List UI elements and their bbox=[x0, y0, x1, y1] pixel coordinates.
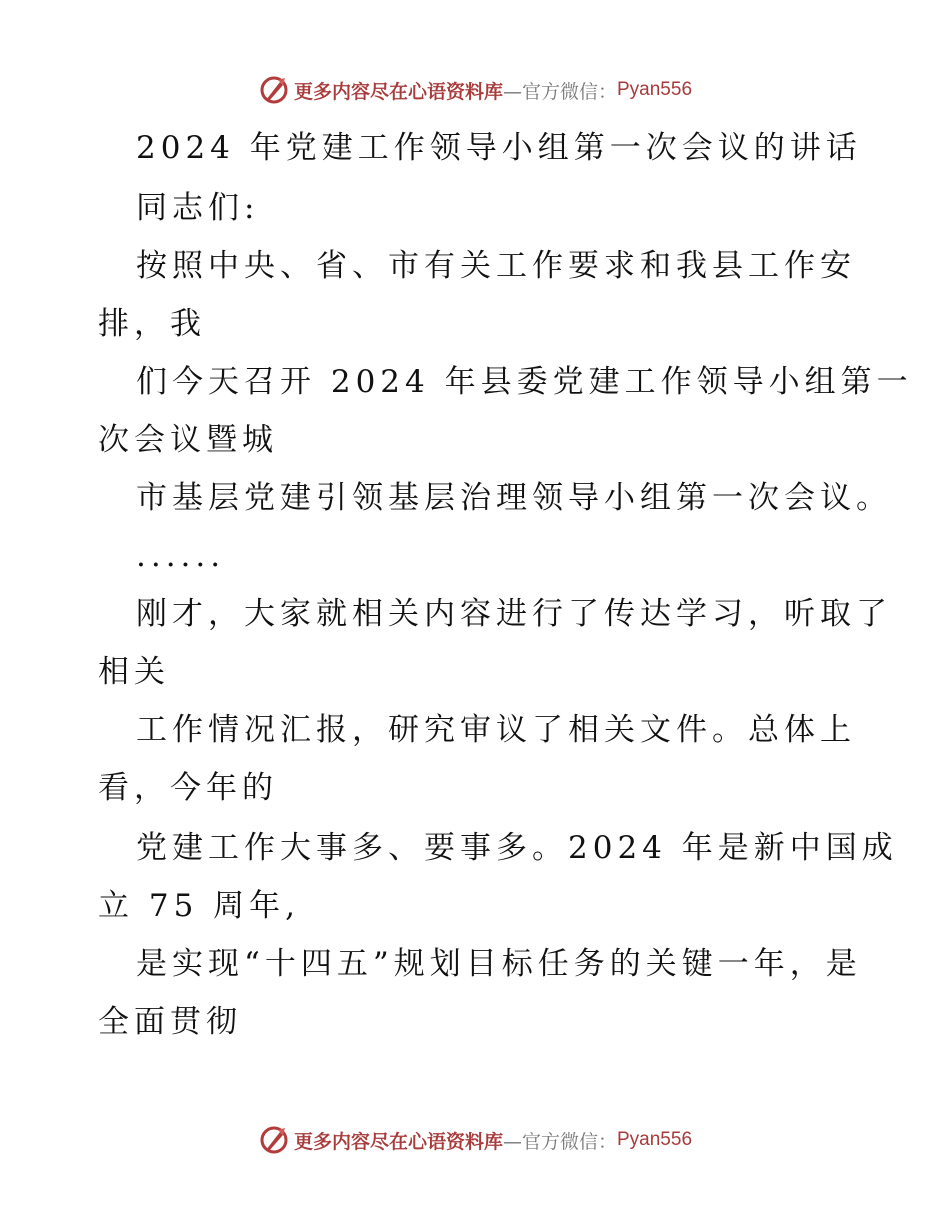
text-line: 看，今年的 bbox=[98, 770, 278, 806]
text-line: 市基层党建引领基层治理领导小组第一次会议。 bbox=[136, 480, 892, 516]
text-line: 党建工作大事多、要事多。2024 年是新中国成 bbox=[136, 830, 898, 866]
banner-title: 更多内容尽在心语资料库 bbox=[293, 80, 503, 103]
banner-separator: —官方微信： bbox=[502, 80, 617, 103]
text-line: 工作情况汇报，研究审议了相关文件。总体上 bbox=[136, 712, 856, 748]
document-title: 2024 年党建工作领导小组第一次会议的讲话 bbox=[136, 130, 862, 166]
text-line: 排，我 bbox=[98, 306, 206, 342]
text-line: 相关 bbox=[98, 654, 170, 690]
text-line: 立 75 周年, bbox=[98, 888, 301, 924]
banner-wechat-id: Pyan556 bbox=[617, 79, 693, 100]
footer-banner bbox=[0, 1120, 950, 1160]
quill-pen-logo-icon bbox=[258, 1124, 290, 1156]
text-line: 们今天召开 2024 年县委党建工作领导小组第一 bbox=[136, 364, 913, 400]
header-banner bbox=[0, 70, 950, 110]
quill-pen-logo-icon bbox=[258, 74, 290, 106]
banner-wechat-id: Pyan556 bbox=[617, 1129, 693, 1150]
text-line: 刚才，大家就相关内容进行了传达学习，听取了 bbox=[136, 596, 892, 632]
text-line: 是实现“十四五”规划目标任务的关键一年，是 bbox=[136, 946, 862, 982]
banner-separator: —官方微信： bbox=[502, 1130, 617, 1153]
text-line: 全面贯彻 bbox=[98, 1004, 242, 1040]
text-line: 同志们: bbox=[136, 190, 260, 226]
text-line: ...... bbox=[136, 538, 226, 574]
banner-title: 更多内容尽在心语资料库 bbox=[293, 1130, 503, 1153]
text-line: 按照中央、省、市有关工作要求和我县工作安 bbox=[136, 248, 856, 284]
text-line: 次会议暨城 bbox=[98, 422, 278, 458]
